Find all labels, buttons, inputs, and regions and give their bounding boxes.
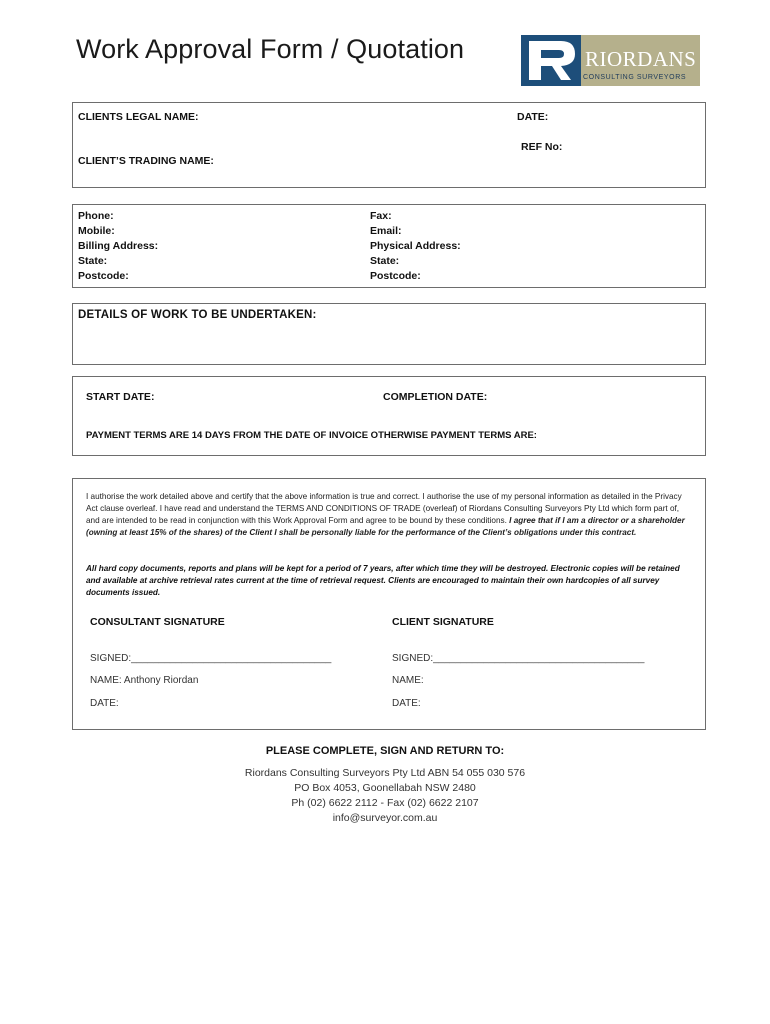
mobile-label: Mobile: [78, 225, 115, 237]
dates-box [72, 376, 706, 456]
email-label: Email: [370, 225, 402, 237]
work-details-label: DETAILS OF WORK TO BE UNDERTAKEN: [78, 309, 317, 321]
billing-address-label: Billing Address: [78, 240, 159, 252]
clients-legal-name-label: CLIENTS LEGAL NAME: [78, 111, 199, 123]
billing-state-label: State: [78, 255, 108, 267]
payment-terms-label: PAYMENT TERMS ARE 14 DAYS FROM THE DATE OF INVOICE OTHERWISE PAYMENT TERMS ARE: [86, 430, 537, 441]
logo-mark-icon [521, 35, 581, 86]
client-date-field[interactable]: DATE: [392, 698, 421, 709]
authorisation-text: I authorise the work detailed above and certify that the above information is true and correct. I authorise the use of my personal information as detailed in the Privacy Act clause overleaf. I have read and understand the TERMS AND CONDITIONS OF TRADE (overleaf) of Riordans Consulting Surveyors Pty Ltd which form part of, and are intended to be read in conjunction with this Work Approval Form and agree to be bound by these conditions. [86, 492, 682, 525]
return-po-box-line: PO Box 4053, Goonellabah NSW 2480 [294, 782, 476, 794]
return-email-line[interactable]: info@surveyor.com.au [332, 812, 438, 824]
logo-name: RIORDANS [585, 47, 697, 71]
director-liability-text: I agree that if I am a director or a shareholder (owning at least 15% of the shares) of the Client I shall be personally liable for the performance of the Client’s obligations under this contract. [86, 516, 685, 537]
start-date-label: START DATE: [86, 391, 155, 403]
client-signed-field[interactable]: SIGNED:______________________________________ [392, 653, 645, 664]
return-company-line: Riordans Consulting Surveyors Pty Ltd ABN 54 055 030 576 [244, 767, 526, 779]
consultant-name-field: NAME: Anthony Riordan [90, 675, 199, 686]
client-name-field[interactable]: NAME: [392, 675, 424, 686]
client-signature-heading: CLIENT SIGNATURE [392, 616, 494, 628]
consultant-signature-heading: CONSULTANT SIGNATURE [90, 616, 225, 628]
return-heading: PLEASE COMPLETE, SIGN AND RETURN TO: [265, 745, 505, 757]
document-retention-notice: All hard copy documents, reports and plans will be kept for a period of 7 years, after which time they will be destroyed. Electronic copies will be retained and available at archive retrieval rates current at the time of retrieval request. Clients are encouraged to maintain their own hardcopies of all survey documents issued. [86, 564, 680, 597]
logo-subtitle: CONSULTING SURVEYORS [583, 74, 687, 81]
return-phone-line: Ph (02) 6622 2112 - Fax (02) 6622 2107 [291, 797, 479, 809]
completion-date-label: COMPLETION DATE: [383, 391, 488, 403]
phone-label: Phone: [78, 210, 114, 222]
ref-no-label: REF No: [521, 141, 563, 153]
date-label: DATE: [517, 111, 549, 123]
fax-label: Fax: [370, 210, 392, 222]
physical-state-label: State: [370, 255, 400, 267]
billing-postcode-label: Postcode: [78, 270, 129, 282]
company-logo [521, 35, 700, 86]
consultant-signed-field[interactable]: SIGNED:____________________________________ [90, 653, 332, 664]
authorisation-paragraph [86, 491, 692, 539]
page-title: Work Approval Form / Quotation [76, 34, 465, 64]
trading-name-label: CLIENT’S TRADING NAME: [78, 155, 214, 167]
consultant-date-field[interactable]: DATE: [90, 698, 119, 709]
physical-address-label: Physical Address: [370, 240, 461, 252]
physical-postcode-label: Postcode: [370, 270, 421, 282]
